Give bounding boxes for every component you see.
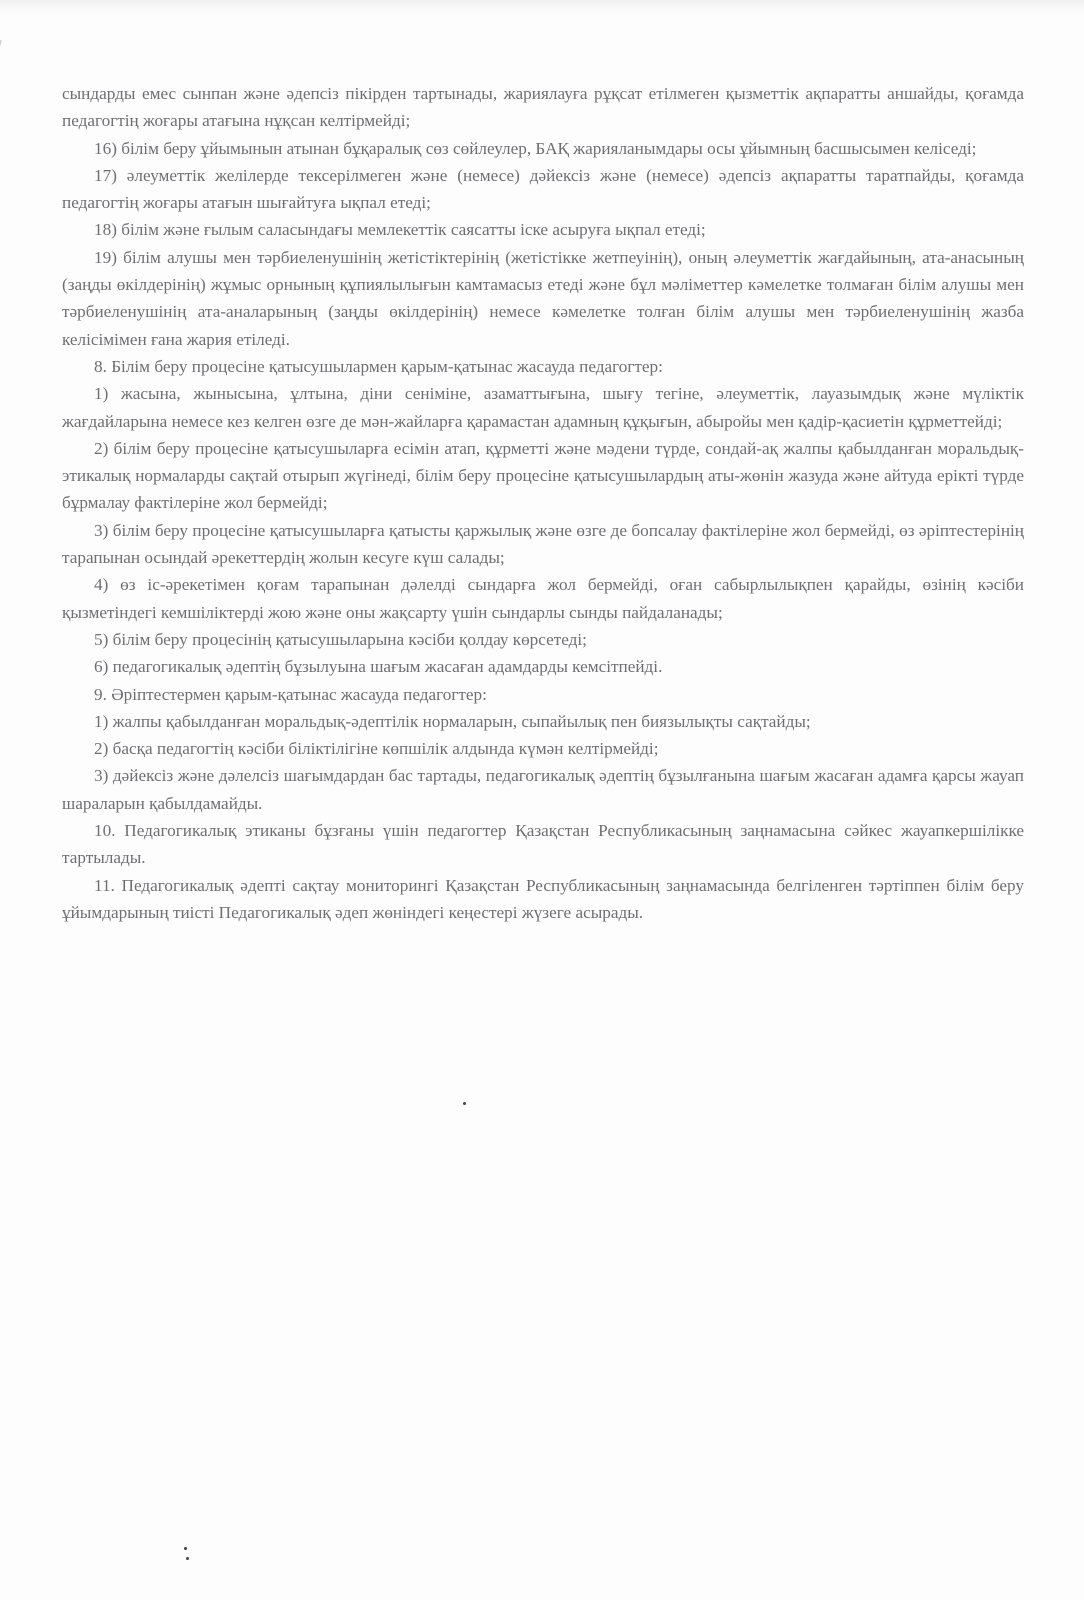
paragraph-section-8-item-4: 4) өз іс-әрекетімен қоғам тарапынан дәлелді сындарға жол бермейді, оған сабырлылықпен қарайды, өзінің кәсіби қызметіндегі кемшіліктерді жою және оны жақсарту үшін сындарлы сынды пайдаланады; (62, 575, 1024, 622)
document-body (62, 80, 1024, 926)
paragraph-section-8-item-2: 2) білім беру процесіне қатысушыларға есімін атап, құрметті және мәдени түрде, сондай-ақ жалпы қабылданған моральдық-этикалық нормаларды сақтай отырып жүгінеді, білім беру процесіне қатысушылардың аты-жөнін жазуда және айтуда ерікті түрде бұрмалау фактілеріне жол бермейді; (62, 438, 1024, 513)
scan-fold-mark (0, 40, 2, 155)
paragraph-section-10: 10. Педагогикалық этиканы бұзғаны үшін педагогтер Қазақстан Республикасының заңнамасына сәйкес жауапкершілікке тартылады. (62, 821, 1024, 868)
scan-speck (184, 1547, 187, 1550)
scan-top-shadow (0, 0, 1084, 14)
paragraph-section-9-item-2: 2) басқа педагогтің кәсіби біліктілігіне көпшілік алдында күмән келтірмейді; (94, 739, 659, 759)
paragraph-section-8-item-6: 6) педагогикалық әдептің бұзылуына шағым жасаған адамдарды кемсітпейді. (94, 657, 663, 677)
paragraph-section-8: 8. Білім беру процесіне қатысушылармен қарым-қатынас жасауда педагогтер: (94, 356, 663, 376)
paragraph-item-18: 18) білім және ғылым саласындағы мемлекеттік саясатты іске асыруға ықпал етеді; (94, 220, 706, 240)
scan-speck (186, 1557, 189, 1560)
paragraph-section-9-item-1: 1) жалпы қабылданған моральдық-әдептілік нормаларын, сыпайылық пен биязылықты сақтайды; (94, 711, 811, 731)
paragraph-section-11: 11. Педагогикалық әдепті сақтау мониторингі Қазақстан Республикасының заңнамасында белгіленген тәртіппен білім беру ұйымдарының тиісті Педагогикалық әдеп жөніндегі кеңестері жүзеге асырады. (62, 875, 1024, 922)
paragraph-item-16: 16) білім беру ұйымынын атынан бұқаралық сөз сөйлеулер, БАҚ жарияланымдары осы ұйымның басшысымен келіседі; (94, 138, 977, 158)
paragraph-continuation: сындарды емес сынпан және әдепсіз пікірден тартынады, жариялауға рұқсат етілмеген қызметтік ақпаратты аншайды, қоғамда педагогтің жоғары атағына нұқсан келтірмейді; (62, 84, 1024, 131)
paragraph-section-9: 9. Әріптестермен қарым-қатынас жасауда педагогтер: (94, 684, 487, 704)
paragraph-section-8-item-3: 3) білім беру процесіне қатысушыларға қатысты қаржылық және өзге де бопсалау фактілеріне жол бермейді, өз әріптестерінің тарапынан осындай әрекеттердің жолын кесуге күш салады; (62, 520, 1024, 568)
paragraph-section-8-item-5: 5) білім беру процесінің қатысушыларына кәсіби қолдау көрсетеді; (94, 629, 587, 649)
paragraph-item-17: 17) әлеуметтік желілерде тексерілмеген және (немесе) дәйексіз және (немесе) әдепсіз ақпаратты таратпайды, қоғамда педагогтің жоғары атағын шығайтуға ықпал етеді; (62, 165, 1024, 213)
paragraph-section-8-item-1: 1) жасына, жынысына, ұлтына, діни сеніміне, азаматтығына, шығу тегіне, әлеуметтік, лауазымдық және мүліктік жағдайларына немесе кез келген өзге де мән-жайларға қарамастан адамның құқығын, абыройы мен қадір-қасиетін құрметтейді; (62, 384, 1024, 431)
paragraph-section-9-item-3: 3) дәйексіз және дәлелсіз шағымдардан бас тартады, педагогикалық әдептің бұзылғанына шағым жасаған адамға қарсы жауап шараларын қабылдамайды. (62, 766, 1024, 813)
scan-speck (463, 1102, 466, 1105)
paragraph-item-19: 19) білім алушы мен тәрбиеленушінің жетістіктерінің (жетістікке жетпеуінің), оның әлеуметтік жағдайының, ата-анасының (заңды өкілдерінің) жұмыс орнының құпиялылығын камтамасыз етеді және бұл мәліметтер кәмелетке толмаған білім алушы мен тәрбиеленушінің ата-аналарының (заңды өкілдерінің) немесе кәмелетке толған білім алушы мен тәрбиеленушінің жазба келісімімен ғана жария етіледі. (62, 247, 1024, 349)
